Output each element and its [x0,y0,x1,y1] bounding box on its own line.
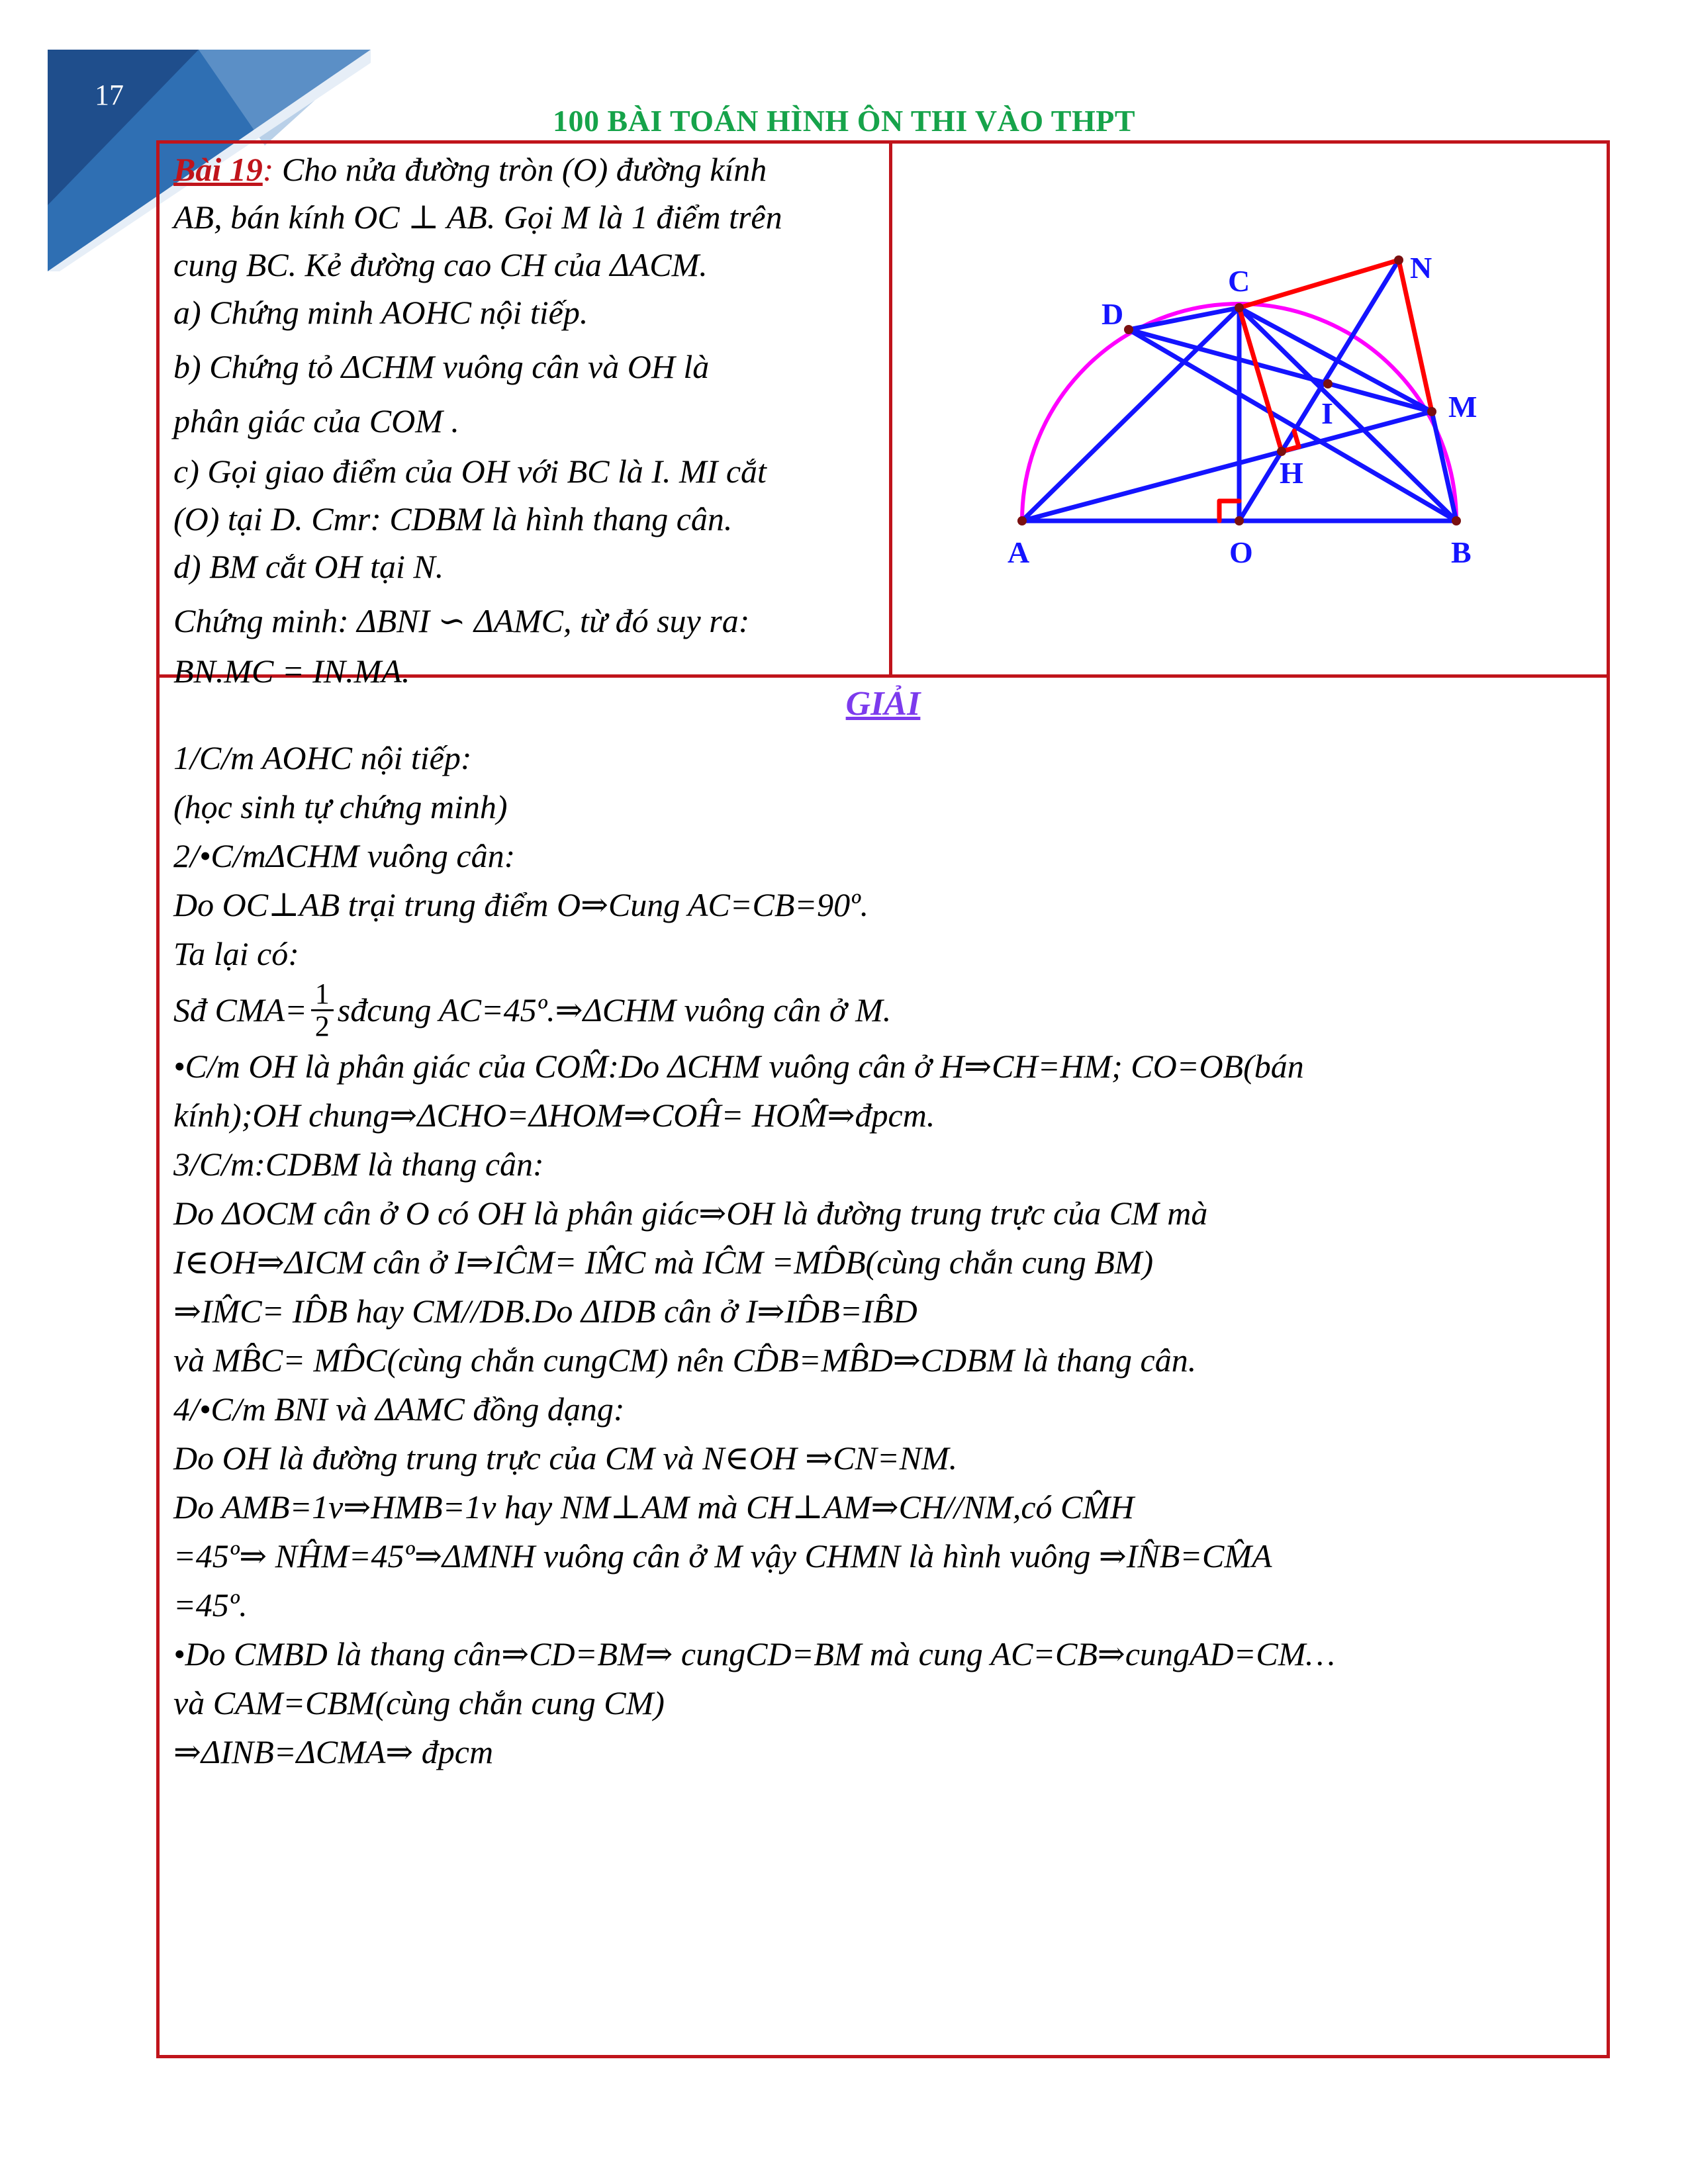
point-H [1277,447,1286,456]
fraction-denominator: 2 [314,1009,330,1042]
solution-line: 2/•C/mΔCHM vuông cân: [173,837,516,874]
solution-line: và MB̂C= MD̂C(cùng chắn cungCM) nên CD̂B=MB̂D⇒CDBM là thang cân. [173,1342,1197,1379]
solution-line: ⇒ΔINB=ΔCMA⇒ đpcm [173,1733,494,1770]
point-N [1394,255,1403,265]
solution-line: I∈OH⇒ΔICM cân ở I⇒IĈM= IM̂C mà IĈM =MD̂B(cùng chắn cung BM) [173,1244,1154,1281]
label-N: N [1410,251,1432,285]
problem-line: b) Chứng tỏ ΔCHM vuông cân và OH là [173,348,710,385]
fraction-one-half [311,979,334,1042]
problem-line [173,146,875,193]
solution-line: •C/m OH là phân giác của COM̂:Do ΔCHM vuông cân ở H⇒CH=HM; CO=OB(bán [173,1048,1304,1085]
point-C [1235,303,1244,312]
point-B [1452,516,1461,525]
solution-line: 4/•C/m BNI và ΔAMC đồng dạng: [173,1390,625,1428]
segment-AM [1022,412,1432,521]
point-O [1235,516,1244,525]
label-O: O [1229,535,1253,569]
label-I: I [1321,396,1333,430]
problem-text: Cho nửa đường tròn (O) đường kính [273,151,767,188]
segment-AC [1022,308,1239,521]
problem-line: phân giác của COM . [173,402,459,439]
solution-line: Do ΔOCM cân ở O có OH là phân giác⇒OH là đường trung trực của CM mà [173,1195,1208,1232]
problem-line: BN.MC = IN.MA. [173,653,410,690]
solution-line: Ta lại có: [173,935,299,972]
solution-line: •Do CMBD là thang cân⇒CD=BM⇒ cungCD=BM mà cung AC=CB⇒cungAD=CM… [173,1635,1335,1672]
problem-line: (O) tại D. Cmr: CDBM là hình thang cân. [173,500,733,537]
solution-title: GIẢI [845,685,921,723]
point-I [1323,379,1333,388]
label-B: B [1451,535,1472,569]
solution-line: (học sinh tự chứng minh) [173,788,508,825]
label-M: M [1448,390,1477,424]
point-M [1427,407,1436,416]
problem-frame-divider [889,140,892,678]
problem-line: d) BM cắt OH tại N. [173,548,444,585]
right-angle-mark-H [1294,431,1299,447]
problem-line: Chứng minh: ΔBNI ∽ ΔAMC, từ đó suy ra: [173,602,750,639]
point-A [1017,516,1027,525]
geometry-figure [894,146,1605,668]
problem-line: c) Gọi giao điểm của OH với BC là I. MI cắt [173,453,767,490]
point-D [1124,325,1133,334]
fraction-numerator: 1 [311,979,334,1011]
problem-line: AB, bán kính OC ⊥ AB. Gọi M là 1 điểm trên [173,199,782,236]
solution-line: =45º⇒ NĤM=45º⇒ΔMNH vuông cân ở M vậy CHMN là hình vuông ⇒IN̂B=CM̂A [173,1537,1272,1574]
problem-heading-colon: : [262,151,274,188]
solution-body [173,733,1597,1776]
segment-MB [1432,412,1456,521]
solution-line: kính);OH chung⇒ΔCHO=ΔHOM⇒COĤ= HOM̂⇒đpcm. [173,1097,935,1134]
solution-line: Do OC⊥AB trại trung điểm O⇒Cung AC=CB=90º. [173,886,869,923]
solution-line: =45º. [173,1586,248,1623]
solution-line: ⇒IM̂C= ID̂B hay CM//DB.Do ΔIDB cân ở I⇒ID̂B=IB̂D [173,1293,917,1330]
solution-line: 1/C/m AOHC nội tiếp: [173,739,472,776]
solution-line: và CAM=CBM(cùng chắn cung CM) [173,1684,665,1721]
problem-statement [173,146,875,695]
problem-line: a) Chứng minh AOHC nội tiếp. [173,294,588,331]
problem-line: cung BC. Kẻ đường cao CH của ΔACM. [173,246,708,283]
problem-heading: Bài 19 [173,151,263,188]
solution-line: Do OH là đường trung trực của CM và N∈OH ⇒CN=NM. [173,1439,958,1477]
label-D: D [1102,297,1124,331]
fraction-suffix: sđcung AC=45º.⇒ΔCHM vuông cân ở M. [337,991,892,1028]
fraction-prefix: Sđ CMA= [173,991,307,1028]
label-H: H [1280,456,1303,490]
label-A: A [1008,535,1030,569]
solution-line: Do AMB=1v⇒HMB=1v hay NM⊥AM mà CH⊥AM⇒CH//NM,có CM̂H [173,1488,1135,1525]
page-number: 17 [95,79,124,111]
document-title: 100 BÀI TOÁN HÌNH ÔN THI VÀO THPT [552,104,1136,138]
solution-line-fraction [173,978,1597,1042]
solution-line: 3/C/m:CDBM là thang cân: [173,1146,544,1183]
label-C: C [1228,264,1250,298]
